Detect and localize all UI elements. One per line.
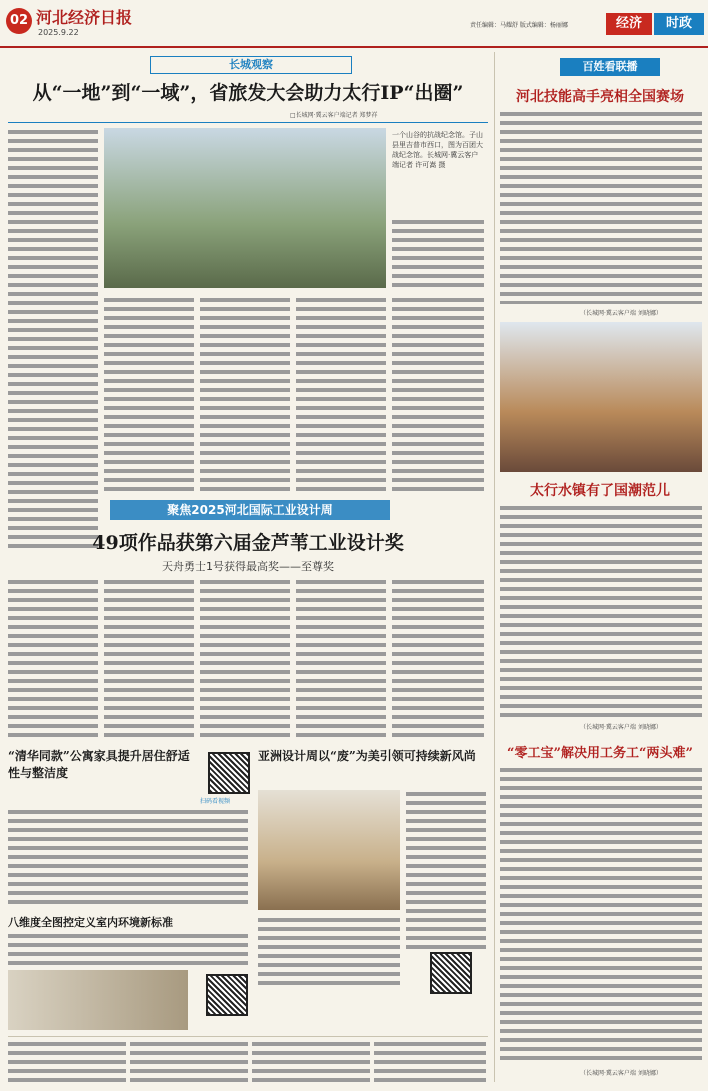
bottom-col-1 <box>8 1040 126 1086</box>
asia-design-article-2 <box>258 916 400 986</box>
tsinghua-article <box>8 808 248 908</box>
headline-linggongbao: “零工宝”解决用工务工“两头难” <box>507 746 693 761</box>
reed-col-4 <box>296 578 386 738</box>
divider <box>8 122 488 123</box>
headline-indoor-env: 八维度全图控定义室内环境新标准 <box>8 916 173 929</box>
asia-design-article <box>406 790 486 950</box>
bottom-col-3 <box>252 1040 370 1086</box>
qr-code-2[interactable] <box>430 952 472 994</box>
qr-label-1: 扫码看视频 <box>200 798 231 805</box>
qr-code-3[interactable] <box>206 974 248 1016</box>
reed-col-1 <box>8 578 98 738</box>
byline: □长城网·冀云客户端记者 郑梦祥 <box>290 112 378 119</box>
article-col-1 <box>8 128 98 548</box>
subhead-golden-reed: 天舟勇士1号获得最高奖——至尊奖 <box>162 560 334 573</box>
headline-golden-reed: 49项作品获第六届金芦苇工业设计奖 <box>92 532 404 554</box>
reed-col-2 <box>104 578 194 738</box>
column-label-baixing: 百姓看联播 <box>560 58 660 76</box>
headline-skills: 河北技能高手亮相全国赛场 <box>516 89 684 105</box>
article-col-3 <box>200 296 290 496</box>
article-col-side <box>392 218 484 288</box>
page-number: 02 <box>6 8 32 34</box>
photo-caption: 一个山谷的抗战纪念馆。子山县里吉普市西口，图为百团大战纪念馆。长城网·冀云客户端记者 许可嵩 摄 <box>392 131 483 169</box>
indoor-env-article <box>8 932 248 966</box>
issue-date: 2025.9.22 <box>38 28 79 37</box>
bottom-col-4 <box>374 1040 486 1086</box>
section-label-economy: 经济 <box>606 13 652 35</box>
article-col-4 <box>296 296 386 496</box>
water-town-photo <box>500 322 702 472</box>
feature-banner: 聚焦2025河北国际工业设计周 <box>110 500 390 520</box>
section-label-politics: 时政 <box>654 13 704 35</box>
headline-tsinghua: “清华同款”公寓家具提升居住舒适性与整洁度 <box>8 749 190 780</box>
linggongbao-credit: （长城网·冀云客户端 刘晓娜） <box>580 1070 662 1077</box>
bottom-col-2 <box>130 1040 248 1086</box>
article-col-2 <box>104 296 194 496</box>
reed-col-5 <box>392 578 484 738</box>
masthead: 河北经济日报 <box>36 8 133 27</box>
headline-water-town: 太行水镇有了国潮范儿 <box>530 483 670 499</box>
skills-article <box>500 110 702 304</box>
linggongbao-article <box>500 766 702 1062</box>
indoor-env-photo <box>8 970 188 1030</box>
water-town-article <box>500 504 702 718</box>
taihang-museum-photo <box>104 128 386 288</box>
divider-bottom <box>8 1036 488 1037</box>
headline-asia-design: 亚洲设计周以“废”为美引领可持续新风尚 <box>258 749 476 763</box>
editors-line: 责任编辑：马耀舒 版式编辑：杨丽娜 <box>470 22 568 29</box>
kicker-changcheng: 长城观察 <box>150 56 352 74</box>
qr-code-1[interactable] <box>208 752 250 794</box>
asia-design-photo <box>258 790 400 910</box>
skills-credit: （长城网·冀云客户端 刘晓娜） <box>580 310 662 317</box>
reed-col-3 <box>200 578 290 738</box>
water-town-credit: （长城网·冀云客户端 刘晓娜） <box>580 724 662 731</box>
headline-taihang: 从“一地”到“一域”，省旅发大会助力太行IP“出圈” <box>32 82 464 104</box>
article-col-5 <box>392 296 484 496</box>
